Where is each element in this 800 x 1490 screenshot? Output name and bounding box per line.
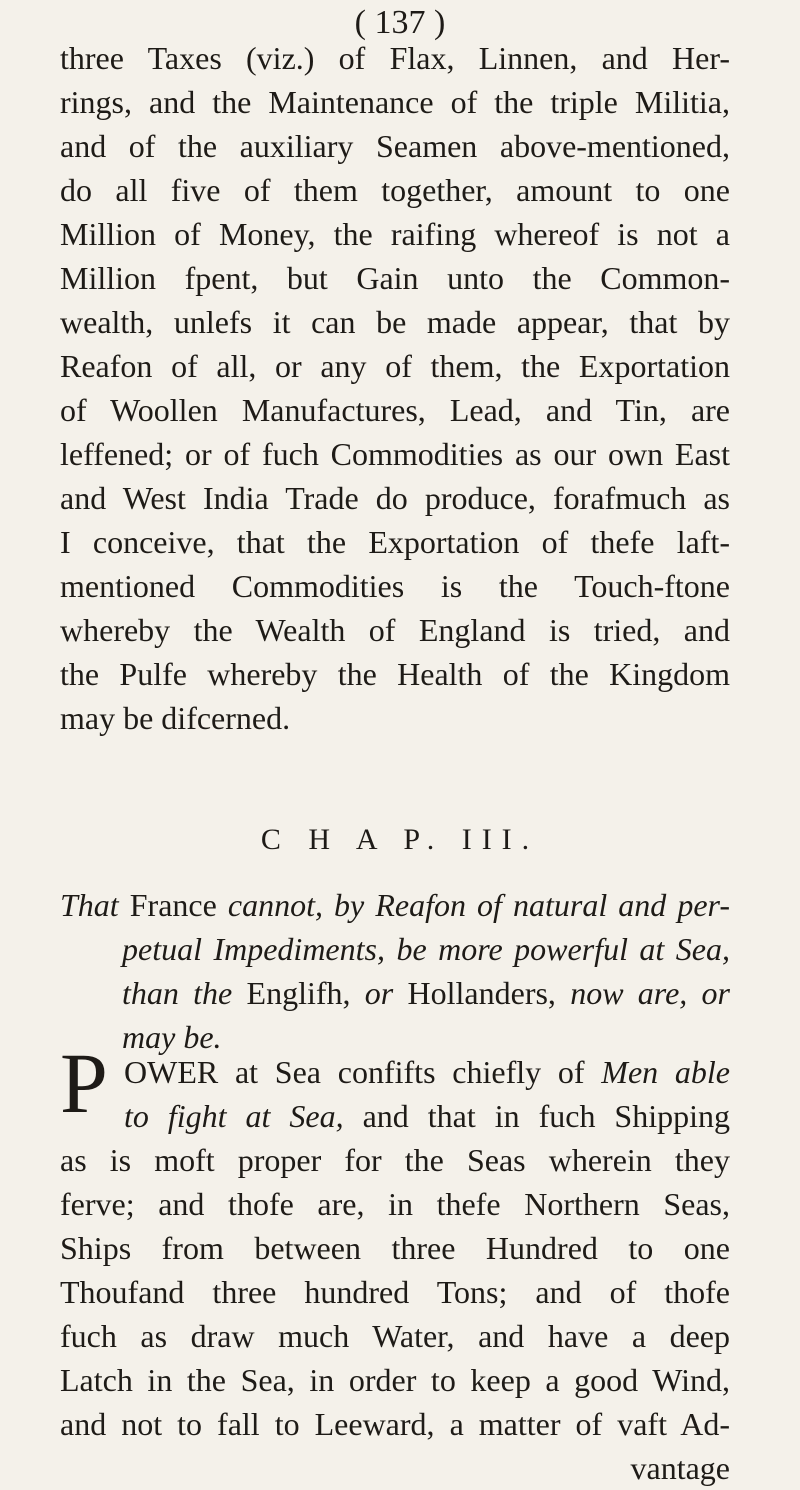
chapter-summary (60, 883, 730, 1059)
text-line: and West India Trade do produce, forafmuch as (60, 480, 730, 516)
summary-text: cannot, by Reafon of natural and per- (227, 887, 731, 923)
text-line: mentioned Commodities is the Touch-ftone (60, 568, 730, 604)
text-line: Ships from between three Hundred to one (60, 1230, 730, 1266)
text-line: do all five of them together, amount to one (60, 172, 730, 208)
text-line: as is moft proper for the Seas wherein they (60, 1142, 730, 1178)
text-line: wealth, unlefs it can be made appear, that by (60, 304, 730, 340)
text-line: and that in fuch Shipping (343, 1098, 731, 1134)
catchword: vantage (630, 1450, 730, 1486)
text-line: Latch in the Sea, in order to keep a good Wind, (60, 1362, 730, 1398)
summary-text: petual Impediments, be more powerful at Sea, (122, 931, 730, 967)
text-line: Million of Money, the raifing whereof is not a (60, 216, 730, 252)
summary-text: may be. (122, 1019, 222, 1055)
page-number: ( 137 ) (354, 4, 446, 41)
text-line: three Taxes (viz.) of Flax, Linnen, and Her- (60, 40, 730, 76)
text-line: OWER at Sea confifts chiefly of (124, 1054, 602, 1090)
paragraph-1 (60, 36, 730, 740)
text-line: and of the auxiliary Seamen above-mentioned, (60, 128, 730, 164)
text-line: Million fpent, but Gain unto the Common- (60, 260, 730, 296)
summary-text: That (60, 887, 119, 923)
summary-text: Hollanders, (407, 975, 556, 1011)
text-line: may be difcerned. (60, 700, 291, 736)
summary-text: Englifh, (246, 975, 351, 1011)
text-line: rings, and the Maintenance of the triple Militia, (60, 84, 730, 120)
text-line: whereby the Wealth of England is tried, and (60, 612, 730, 648)
text-line: fuch as draw much Water, and have a deep (60, 1318, 730, 1354)
text-line: the Pulfe whereby the Health of the Kingdom (60, 656, 730, 692)
summary-text: than the (122, 975, 247, 1011)
text-line: to fight at Sea, (124, 1098, 344, 1134)
text-line: Reafon of all, or any of them, the Exportation (60, 348, 730, 384)
text-line: and not to fall to Leeward, a matter of vaft Ad- (60, 1406, 730, 1442)
text-line: ferve; and thofe are, in thefe Northern Seas, (60, 1186, 730, 1222)
chapter-heading: C H A P. III. (260, 823, 540, 856)
drop-cap: P (60, 1035, 108, 1131)
text-line: I conceive, that the Exportation of thefe laft- (60, 524, 730, 560)
paragraph-2 (60, 1050, 730, 1490)
text-line: Men able (601, 1054, 731, 1090)
summary-text: now are, or (555, 975, 731, 1011)
text-line: of Woollen Manufactures, Lead, and Tin, are (60, 392, 730, 428)
summary-text: France (118, 887, 228, 923)
text-line: leffened; or of fuch Commodities as our own East (60, 436, 730, 472)
summary-text: or (350, 975, 408, 1011)
text-line: Thoufand three hundred Tons; and of thofe (60, 1274, 730, 1310)
